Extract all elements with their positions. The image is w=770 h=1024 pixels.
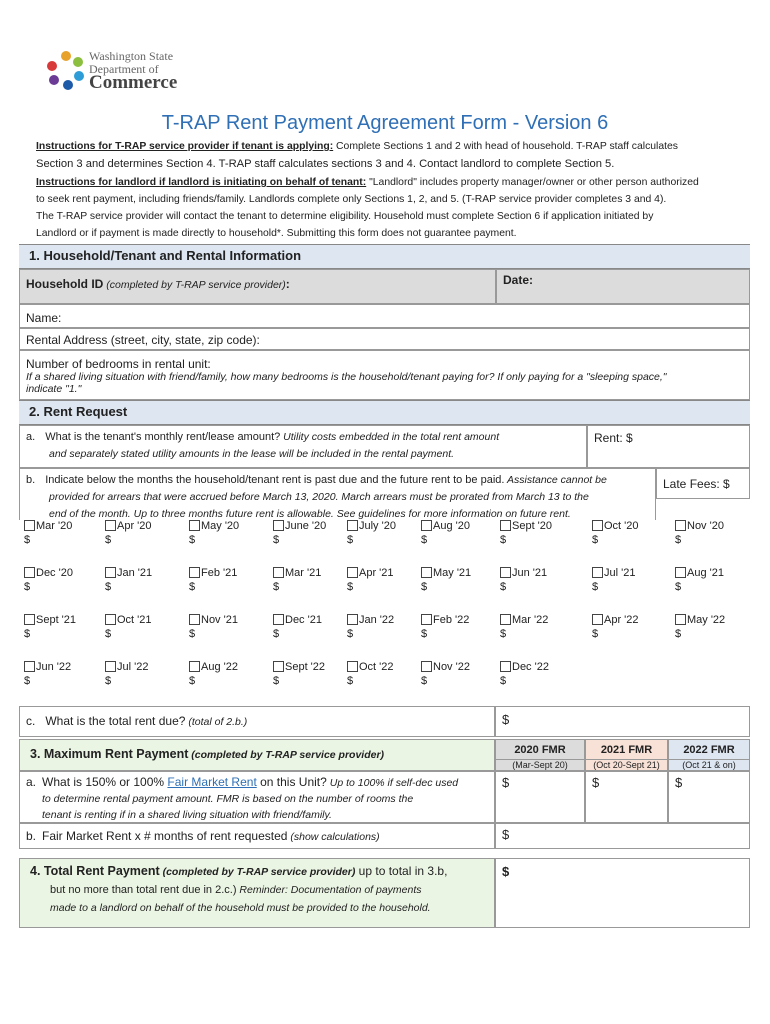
month-label: May '20 xyxy=(201,520,240,532)
month-cell xyxy=(500,519,582,565)
bedrooms-label: Number of bedrooms in rental unit: xyxy=(26,357,211,371)
month-label: Aug '20 xyxy=(433,520,470,532)
item-2a-label: a. xyxy=(26,431,36,443)
item-2c-note: (total of 2.b.) xyxy=(185,716,248,728)
late-fees-label: Late Fees: $ xyxy=(663,477,730,491)
month-label: Sept '21 xyxy=(36,614,77,626)
month-cell xyxy=(273,660,355,706)
month-amount-field[interactable]: $ xyxy=(189,581,196,593)
date-label: Date: xyxy=(503,273,534,287)
month-checkbox[interactable] xyxy=(592,567,603,578)
item-3b-text: Fair Market Rent x # months of rent requested xyxy=(42,829,288,843)
month-label: Feb '21 xyxy=(201,567,238,579)
month-checkbox[interactable] xyxy=(189,661,200,672)
month-checkbox[interactable] xyxy=(347,567,358,578)
section-4-note-2: Reminder: Documentation of payments xyxy=(236,884,422,896)
month-cell xyxy=(592,613,674,659)
month-label: June '20 xyxy=(285,520,327,532)
item-2b-note-1: Assistance cannot be xyxy=(504,474,607,486)
month-checkbox[interactable] xyxy=(421,520,432,531)
month-amount-field[interactable]: $ xyxy=(273,675,280,687)
month-label: Jun '21 xyxy=(512,567,548,579)
fair-market-rent-link[interactable]: Fair Market Rent xyxy=(167,775,257,789)
month-grid xyxy=(24,519,750,706)
rental-address-label: Rental Address (street, city, state, zip code): xyxy=(26,333,260,347)
month-cell xyxy=(189,566,271,612)
total-rent-field[interactable] xyxy=(495,706,750,737)
instructions-line-1 xyxy=(36,138,736,155)
month-cell xyxy=(189,613,271,659)
fmr-2022-header xyxy=(668,739,750,771)
item-2c-text: What is the total rent due? xyxy=(45,714,186,728)
month-label: Jan '21 xyxy=(117,567,153,579)
instructions-line-4: to seek rent payment, including friends/family. Landlords complete only Sections 1, 2, and 5. (T-RAP service provider completes 3 and 4). xyxy=(36,194,667,205)
month-cell xyxy=(105,660,187,706)
month-cell xyxy=(675,566,757,612)
month-checkbox[interactable] xyxy=(24,520,35,531)
month-checkbox[interactable] xyxy=(189,520,200,531)
month-checkbox[interactable] xyxy=(421,661,432,672)
month-amount-field[interactable]: $ xyxy=(675,581,682,593)
section-2-header: 2. Rent Request xyxy=(19,400,750,425)
month-amount-field[interactable]: $ xyxy=(24,581,31,593)
page-title: T-RAP Rent Payment Agreement Form - Version 6 xyxy=(161,112,609,134)
month-label: Nov '21 xyxy=(201,614,238,626)
month-cell xyxy=(421,519,503,565)
instructions-line-5: The T-RAP service provider will contact the tenant to determine eligibility. Household must complete Section 6 if application initiated by xyxy=(36,211,654,222)
month-cell xyxy=(189,660,271,706)
household-id-label: Household ID xyxy=(26,277,104,291)
month-cell xyxy=(421,660,503,706)
fmr-2021-label: 2021 FMR xyxy=(600,744,653,756)
fmr-2022-value-field[interactable] xyxy=(668,771,750,823)
section-4-note: (completed by T-RAP service provider) xyxy=(159,866,356,878)
instructions-provider-heading: Instructions for T-RAP service provider if tenant is applying: xyxy=(36,141,334,152)
month-checkbox[interactable] xyxy=(592,614,603,625)
monthly-rent-question xyxy=(19,425,587,468)
month-amount-field[interactable]: $ xyxy=(347,675,354,687)
month-checkbox[interactable] xyxy=(24,614,35,625)
month-cell xyxy=(347,660,429,706)
item-3a-label: a. xyxy=(26,775,37,789)
month-cell xyxy=(24,613,106,659)
item-3b-note: (show calculations) xyxy=(287,831,380,843)
fair-market-rent-question xyxy=(19,771,495,823)
month-label: Oct '20 xyxy=(604,520,639,532)
item-2b-note-2: provided for arrears that were accrued before March 13, 2020. March arrears must be prorated from March 13 to the xyxy=(49,491,589,503)
item-3a-note-1: Up to 100% if self-dec used xyxy=(326,777,459,789)
instructions-line-6: Landlord or if payment is made directly to household*. Submitting this form does not guarantee payment. xyxy=(36,228,517,239)
month-label: May '22 xyxy=(687,614,726,626)
month-amount-field[interactable]: $ xyxy=(675,534,682,546)
month-amount-field[interactable]: $ xyxy=(500,534,507,546)
logo-line-2: Department of xyxy=(89,62,159,76)
month-amount-field[interactable]: $ xyxy=(592,581,599,593)
month-cell xyxy=(500,660,582,706)
bedrooms-note-1: If a shared living situation with friend/family, how many bedrooms is the household/tenant paying for? If only paying for a "sleeping space," xyxy=(26,371,667,383)
month-checkbox[interactable] xyxy=(500,567,511,578)
month-checkbox[interactable] xyxy=(105,520,116,531)
month-label: Oct '22 xyxy=(359,661,394,673)
commerce-logo xyxy=(46,50,186,92)
month-amount-field[interactable]: $ xyxy=(105,675,112,687)
section-1-header: 1. Household/Tenant and Rental Information xyxy=(19,244,750,269)
month-checkbox[interactable] xyxy=(500,614,511,625)
fmr-2020-label: 2020 FMR xyxy=(514,744,566,756)
month-checkbox[interactable] xyxy=(421,567,432,578)
month-label: Dec '20 xyxy=(36,567,73,579)
fmr-2020-value-field[interactable] xyxy=(495,771,585,823)
month-amount-field[interactable]: $ xyxy=(273,628,280,640)
month-checkbox[interactable] xyxy=(675,614,686,625)
item-3a-note-3: tenant is renting if in a shared living situation with friend/family. xyxy=(42,809,332,821)
month-checkbox[interactable] xyxy=(675,520,686,531)
bedrooms-note-2: indicate "1." xyxy=(26,383,82,395)
month-amount-field[interactable]: $ xyxy=(421,675,428,687)
late-fees-field[interactable] xyxy=(656,468,750,499)
month-label: Nov '22 xyxy=(433,661,470,673)
month-amount-field[interactable]: $ xyxy=(105,534,112,546)
month-checkbox[interactable] xyxy=(273,520,284,531)
month-label: Sept '22 xyxy=(285,661,326,673)
household-id-note: (completed by T-RAP service provider) xyxy=(103,279,286,291)
name-field[interactable] xyxy=(19,304,750,328)
month-cell xyxy=(347,613,429,659)
fmr-2021-period: (Oct 20-Sept 21) xyxy=(586,759,667,770)
fmr-months-field[interactable] xyxy=(495,823,750,849)
month-label: Aug '21 xyxy=(687,567,724,579)
month-cell xyxy=(24,519,106,565)
month-checkbox[interactable] xyxy=(675,567,686,578)
month-cell xyxy=(347,519,429,565)
month-checkbox[interactable] xyxy=(347,661,358,672)
rent-label: Rent: $ xyxy=(594,431,633,445)
month-checkbox[interactable] xyxy=(347,614,358,625)
total-rent-value: $ xyxy=(502,712,510,727)
fmr-2020-header xyxy=(495,739,585,771)
item-2a-note-1: Utility costs embedded in the total rent amount xyxy=(280,431,500,443)
month-amount-field[interactable]: $ xyxy=(105,581,112,593)
item-2a-text: What is the tenant's monthly rent/lease amount? xyxy=(45,431,281,443)
month-cell xyxy=(105,519,187,565)
month-checkbox[interactable] xyxy=(189,567,200,578)
star-burst-icon xyxy=(46,50,86,90)
month-label: Jun '22 xyxy=(36,661,72,673)
section-4-note-3: made to a landlord on behalf of the household must be provided to the household. xyxy=(50,902,431,914)
month-checkbox[interactable] xyxy=(105,567,116,578)
month-cell xyxy=(273,566,355,612)
month-cell xyxy=(273,613,355,659)
fmr-2022-period: (Oct 21 & on) xyxy=(669,759,749,770)
month-cell xyxy=(500,613,582,659)
month-label: Jan '22 xyxy=(359,614,395,626)
month-cell xyxy=(24,566,106,612)
month-label: Dec '21 xyxy=(285,614,322,626)
month-label: Feb '22 xyxy=(433,614,470,626)
logo-line-3: Commerce xyxy=(89,72,178,93)
date-field[interactable] xyxy=(496,269,750,304)
months-instructions xyxy=(19,468,656,520)
month-amount-field[interactable]: $ xyxy=(273,534,280,546)
instructions-line-1-text: Complete Sections 1 and 2 with head of household. T-RAP staff calculates xyxy=(333,141,678,152)
fmr-2021-value: $ xyxy=(592,775,600,790)
fmr-2022-value: $ xyxy=(675,775,683,790)
month-cell xyxy=(592,566,674,612)
fmr-2021-header xyxy=(585,739,668,771)
month-checkbox[interactable] xyxy=(105,614,116,625)
month-cell xyxy=(592,519,674,565)
month-label: Mar '22 xyxy=(512,614,549,626)
month-checkbox[interactable] xyxy=(592,520,603,531)
fmr-months-question xyxy=(19,823,495,849)
section-4-text-1: up to total in 3.b, xyxy=(355,864,448,878)
month-label: May '21 xyxy=(433,567,472,579)
month-cell xyxy=(421,613,503,659)
logo-line-1: Washington State xyxy=(89,49,174,63)
month-label: July '20 xyxy=(359,520,396,532)
month-checkbox[interactable] xyxy=(24,567,35,578)
section-4-block xyxy=(19,858,495,928)
month-amount-field[interactable]: $ xyxy=(500,675,507,687)
total-rent-payment-value: $ xyxy=(502,864,510,879)
section-3-title: 3. Maximum Rent Payment xyxy=(30,747,189,761)
month-amount-field[interactable]: $ xyxy=(347,628,354,640)
month-label: Apr '21 xyxy=(359,567,394,579)
month-label: Jul '22 xyxy=(117,661,149,673)
month-cell xyxy=(500,566,582,612)
instructions-line-3-text: "Landlord" includes property manager/owner or other person authorized xyxy=(366,177,699,188)
month-label: Oct '21 xyxy=(117,614,152,626)
item-2c-label: c. xyxy=(26,714,36,728)
month-amount-field[interactable]: $ xyxy=(24,534,31,546)
month-amount-field[interactable]: $ xyxy=(421,628,428,640)
month-amount-field[interactable]: $ xyxy=(592,628,599,640)
item-3a-text-1: What is 150% or 100% xyxy=(42,775,168,789)
month-cell xyxy=(675,613,757,659)
household-id-field[interactable]: Household ID (completed by T-RAP service provider): xyxy=(19,269,496,304)
month-amount-field[interactable]: $ xyxy=(500,628,507,640)
fmr-2021-value-field[interactable] xyxy=(585,771,668,823)
item-3b-label: b. xyxy=(26,829,37,843)
month-cell xyxy=(189,519,271,565)
item-2b-note-3: end of the month. Up to three months future rent is allowable. See guidelines for more information on future rent. xyxy=(49,508,571,520)
month-checkbox[interactable] xyxy=(347,520,358,531)
month-amount-field[interactable]: $ xyxy=(189,534,196,546)
month-amount-field[interactable]: $ xyxy=(24,675,31,687)
month-amount-field[interactable]: $ xyxy=(675,628,682,640)
instructions-landlord-heading: Instructions for landlord if landlord is initiating on behalf of tenant: xyxy=(36,177,367,188)
month-checkbox[interactable] xyxy=(500,520,511,531)
month-label: Apr '22 xyxy=(604,614,639,626)
item-3a-text-2: on this Unit? xyxy=(256,775,327,789)
month-cell xyxy=(675,519,757,565)
month-amount-field[interactable]: $ xyxy=(421,534,428,546)
month-checkbox[interactable] xyxy=(500,661,511,672)
section-4-title: 4. Total Rent Payment xyxy=(30,864,160,878)
month-checkbox[interactable] xyxy=(105,661,116,672)
fmr-2022-label: 2022 FMR xyxy=(683,744,735,756)
section-3-header xyxy=(19,739,495,771)
month-cell xyxy=(105,613,187,659)
total-rent-payment-field[interactable] xyxy=(495,858,750,928)
month-checkbox[interactable] xyxy=(273,567,284,578)
bedrooms-field[interactable] xyxy=(19,350,750,400)
item-2b-label: b. xyxy=(26,474,36,486)
month-label: Mar '20 xyxy=(36,520,73,532)
section-4-text-2: but no more than total rent due in 2.c.) xyxy=(50,884,237,896)
month-amount-field[interactable]: $ xyxy=(189,675,196,687)
month-label: Aug '22 xyxy=(201,661,238,673)
month-cell xyxy=(273,519,355,565)
month-amount-field[interactable]: $ xyxy=(347,534,354,546)
month-label: Mar '21 xyxy=(285,567,322,579)
fmr-2020-period: (Mar-Sept 20) xyxy=(496,759,584,770)
month-label: Jul '21 xyxy=(604,567,636,579)
month-amount-field[interactable]: $ xyxy=(592,534,599,546)
month-amount-field[interactable]: $ xyxy=(105,628,112,640)
rent-amount-field[interactable] xyxy=(587,425,750,468)
month-checkbox[interactable] xyxy=(24,661,35,672)
instructions-line-3 xyxy=(36,174,736,191)
item-3a-note-2: to determine rental payment amount. FMR is based on the number of rooms the xyxy=(42,793,414,805)
name-label: Name: xyxy=(26,311,62,325)
instructions-line-2: Section 3 and determines Section 4. T-RAP staff calculates sections 3 and 4. Contact landlord to complete Section 5. xyxy=(36,158,615,170)
month-amount-field[interactable]: $ xyxy=(24,628,31,640)
month-cell xyxy=(24,660,106,706)
item-2b-text: Indicate below the months the household/tenant rent is past due and the future rent to be paid. xyxy=(45,474,505,486)
month-label: Sept '20 xyxy=(512,520,553,532)
month-amount-field[interactable]: $ xyxy=(500,581,507,593)
month-amount-field[interactable]: $ xyxy=(421,581,428,593)
month-label: Apr '20 xyxy=(117,520,152,532)
month-amount-field[interactable]: $ xyxy=(273,581,280,593)
total-rent-question xyxy=(19,706,495,737)
month-label: Nov '20 xyxy=(687,520,724,532)
month-amount-field[interactable]: $ xyxy=(347,581,354,593)
month-label: Dec '22 xyxy=(512,661,549,673)
fmr-2020-value: $ xyxy=(502,775,510,790)
fmr-months-value: $ xyxy=(502,827,510,842)
month-cell xyxy=(105,566,187,612)
item-2a-note-2: and separately stated utility amounts in the lease will be included in the rental payment. xyxy=(49,448,455,460)
month-cell xyxy=(421,566,503,612)
section-3-note: (completed by T-RAP service provider) xyxy=(188,749,385,761)
month-checkbox[interactable] xyxy=(273,614,284,625)
month-amount-field[interactable]: $ xyxy=(189,628,196,640)
month-checkbox[interactable] xyxy=(273,661,284,672)
rental-address-field[interactable] xyxy=(19,328,750,350)
month-cell xyxy=(347,566,429,612)
month-checkbox[interactable] xyxy=(189,614,200,625)
month-checkbox[interactable] xyxy=(421,614,432,625)
